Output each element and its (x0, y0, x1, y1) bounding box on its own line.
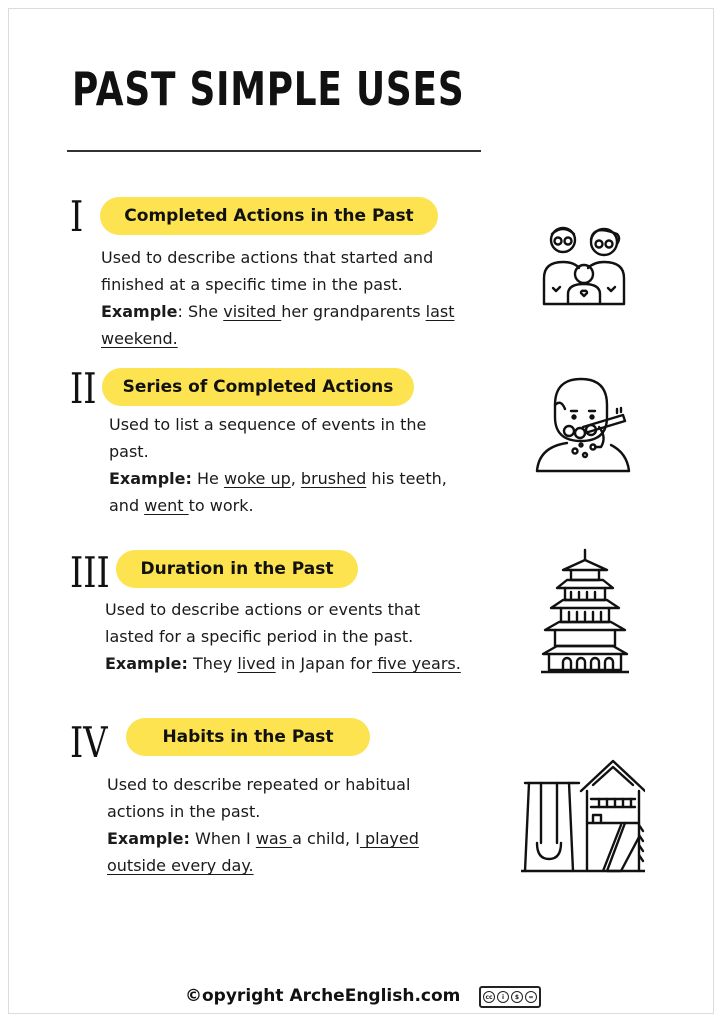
example-line (109, 492, 509, 519)
example-label: Example: (107, 829, 190, 848)
copyright-text: ©opyright ArcheEnglish.com (185, 986, 461, 1006)
example-line (107, 852, 507, 879)
example-text: his teeth, (366, 469, 447, 488)
example-text: When I (189, 829, 256, 848)
section-body-2 (109, 411, 509, 519)
page-title: PAST SIMPLE USES (72, 62, 465, 116)
brushing-teeth-icon (533, 375, 633, 475)
example-verb: was (255, 829, 293, 848)
playground-icon (521, 755, 645, 875)
example-text: in Japan for (275, 654, 373, 673)
description-line: Used to describe repeated or habitual (107, 775, 411, 794)
example-text: to work. (188, 496, 254, 515)
example-text: and (109, 496, 145, 515)
example-text: : She (177, 302, 224, 321)
title-divider (67, 150, 481, 152)
example-label: Example (101, 302, 178, 321)
cc-icon: cc (483, 991, 495, 1003)
section-body-1 (101, 244, 501, 352)
cc-license-badge (479, 986, 541, 1008)
example-text: He (191, 469, 224, 488)
example-verb: played (359, 829, 419, 848)
section-heading-1: Completed Actions in the Past (100, 197, 438, 235)
example-line (109, 465, 509, 492)
by-icon: i (497, 991, 509, 1003)
numeral-1: I (70, 192, 84, 241)
example-line (101, 298, 501, 325)
numeral-3: III (70, 548, 110, 597)
description-line: finished at a specific time in the past. (101, 275, 403, 294)
description-line: lasted for a specific period in the past. (105, 627, 414, 646)
example-line (105, 650, 505, 677)
description-line: Used to describe actions that started and (101, 248, 434, 267)
description-line: actions in the past. (107, 802, 261, 821)
example-text: a child, I (292, 829, 360, 848)
description-line: Used to describe actions or events that (105, 600, 421, 619)
example-duration: five years. (372, 654, 461, 673)
example-text: her grandparents (281, 302, 426, 321)
section-body-4 (107, 771, 507, 879)
example-frequency: outside every day. (107, 856, 254, 875)
numeral-4: IV (70, 718, 108, 767)
pagoda-icon (541, 548, 629, 674)
example-text: , (290, 469, 301, 488)
example-verb: brushed (300, 469, 367, 488)
section-heading-2: Series of Completed Actions (102, 368, 414, 406)
example-label: Example: (109, 469, 192, 488)
numeral-2: II (70, 364, 97, 413)
example-time: last (425, 302, 455, 321)
description-line: past. (109, 442, 149, 461)
nd-icon: = (525, 991, 537, 1003)
example-text: They (187, 654, 238, 673)
example-verb: visited (223, 302, 282, 321)
section-heading-3: Duration in the Past (116, 550, 358, 588)
section-body-3 (105, 596, 505, 677)
example-line (101, 325, 501, 352)
example-verb: went (144, 496, 189, 515)
description-line: Used to list a sequence of events in the (109, 415, 427, 434)
example-label: Example: (105, 654, 188, 673)
example-verb: lived (237, 654, 276, 673)
family-icon (538, 218, 630, 310)
nc-icon: $ (511, 991, 523, 1003)
section-heading-4: Habits in the Past (126, 718, 370, 756)
example-verb: woke up (223, 469, 291, 488)
example-line (107, 825, 507, 852)
example-time: weekend. (101, 329, 178, 348)
